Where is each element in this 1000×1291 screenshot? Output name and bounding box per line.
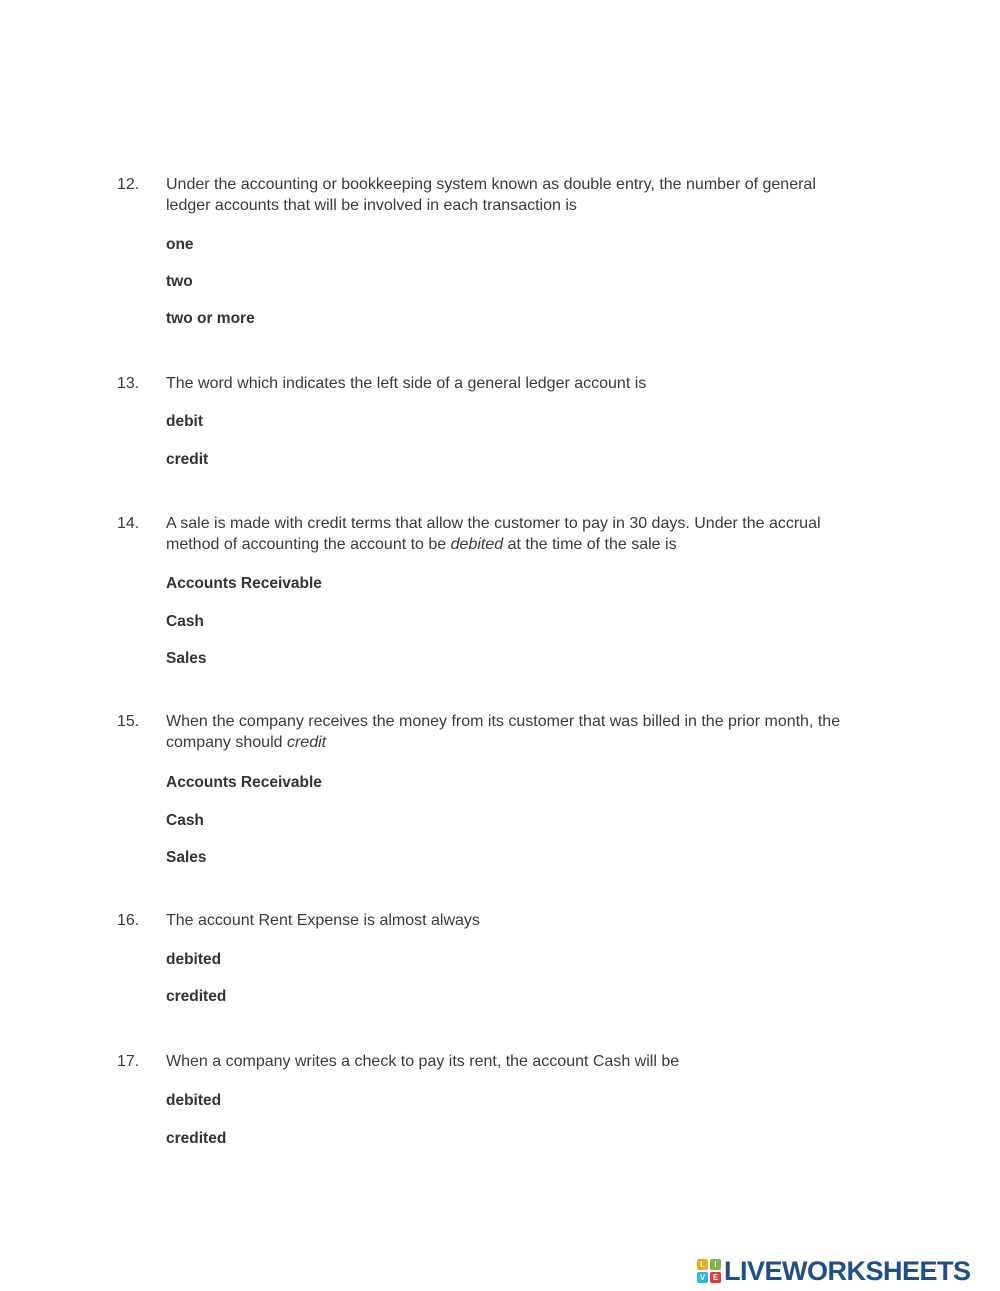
question-number: 13. (117, 375, 140, 392)
answer-option[interactable]: Sales (166, 650, 207, 667)
question-text: When the company receives the money from its customer that was billed in the prior month, the company should credit (166, 713, 841, 751)
logo-block: E (710, 1272, 721, 1283)
answer-option[interactable]: credited (166, 1130, 227, 1147)
logo-block: I (710, 1259, 721, 1270)
answer-option[interactable]: Accounts Receivable (166, 774, 322, 791)
question-number: 14. (117, 515, 140, 532)
answer-option[interactable]: credited (166, 988, 227, 1005)
liveworksheets-logo (697, 1256, 971, 1286)
question-text: When a company writes a check to pay its rent, the account Cash will be (166, 1053, 680, 1070)
question-number: 17. (117, 1053, 140, 1070)
logo-block: L (697, 1259, 708, 1270)
answer-option[interactable]: two (166, 273, 193, 290)
question-text: Under the accounting or bookkeeping system known as double entry, the number of general ledger accounts that will be involved in each transaction is (166, 176, 816, 214)
answer-option[interactable]: debit (166, 413, 204, 430)
answer-option[interactable]: debited (166, 951, 222, 968)
question-number: 12. (117, 176, 140, 193)
question-text: The word which indicates the left side of a general ledger account is (166, 375, 647, 392)
answer-option[interactable]: Cash (166, 613, 204, 630)
answer-option[interactable]: two or more (166, 310, 255, 327)
answer-option[interactable]: Cash (166, 812, 204, 829)
answer-option[interactable]: Sales (166, 849, 207, 866)
answer-option[interactable]: one (166, 236, 194, 253)
question-text: The account Rent Expense is almost always (166, 912, 480, 929)
answer-option[interactable]: credit (166, 451, 209, 468)
logo-blocks-icon (697, 1259, 721, 1283)
answer-option[interactable]: Accounts Receivable (166, 575, 322, 592)
question-text: A sale is made with credit terms that allow the customer to pay in 30 days. Under the accrual method of accounting the account to be debited at the time of the sale is (166, 515, 821, 553)
answer-option[interactable]: debited (166, 1092, 222, 1109)
question-number: 16. (117, 912, 140, 929)
logo-block: V (697, 1272, 708, 1283)
logo-text: LIVEWORKSHEETS (724, 1255, 971, 1286)
question-number: 15. (117, 713, 140, 730)
